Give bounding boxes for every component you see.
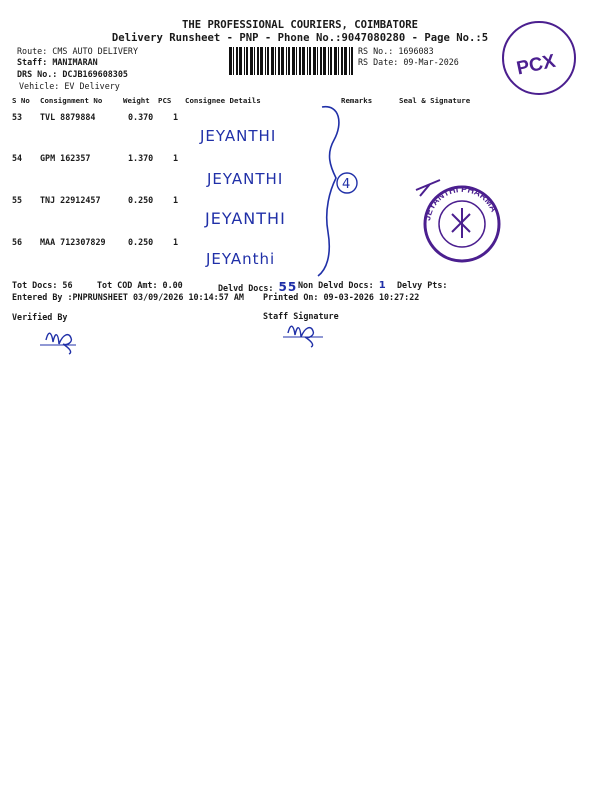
barcode-bar [351, 47, 353, 75]
row-sno: 56 [12, 237, 23, 247]
barcode-bar [344, 47, 347, 75]
delvd-docs-value: 55 [278, 280, 298, 294]
col-seal-signature: Seal & Signature [399, 96, 471, 105]
barcode-bar [257, 47, 259, 75]
pcx-stamp-text: PCX [514, 50, 558, 80]
drs-value: DCJB169608305 [62, 69, 128, 79]
row-sno: 55 [12, 195, 23, 205]
rs-date: RS Date: 09-Mar-2026 [358, 57, 459, 67]
col-pcs: PCS [158, 96, 172, 105]
barcode-bar [246, 47, 248, 75]
col-remarks: Remarks [341, 96, 373, 105]
barcode-bar [299, 47, 301, 75]
barcode-bar [323, 47, 326, 75]
col-consignee: Consignee Details [185, 96, 261, 105]
barcode-bar [313, 47, 316, 75]
barcode-bar [254, 47, 255, 75]
non-delvd-value: 1 [378, 280, 387, 291]
barcode-bar [330, 47, 332, 75]
row-pcs: 1 [173, 112, 179, 122]
row-consignment: TVL 8879884 [40, 112, 96, 122]
barcode-bar [233, 47, 234, 75]
barcode-bar [275, 47, 276, 75]
staff-signature-label: Staff Signature [263, 311, 339, 321]
printed-on: Printed On: 09-03-2026 10:27:22 [263, 292, 420, 302]
barcode-bar [260, 47, 263, 75]
row-pcs: 1 [173, 195, 179, 205]
col-weight: Weight [123, 96, 150, 105]
barcode-bar [267, 47, 269, 75]
barcode-bar [338, 47, 339, 75]
seal-emblem-icon [452, 208, 470, 238]
barcode [229, 47, 353, 75]
document-title: THE PROFESSIONAL COURIERS, COIMBATORE [182, 19, 418, 31]
barcode-bar [288, 47, 290, 75]
barcode-bar [320, 47, 322, 75]
row-consignment: TNJ 22912457 [40, 195, 101, 205]
barcode-bar [229, 47, 232, 75]
barcode-bar [281, 47, 284, 75]
barcode-bar [271, 47, 274, 75]
row-weight: 1.370 [128, 153, 154, 163]
drs-label: DRS No.: [17, 69, 58, 79]
barcode-bar [265, 47, 266, 75]
barcode-bar [328, 47, 329, 75]
barcode-bar [278, 47, 280, 75]
consignee-signature: JEYANTHI [200, 127, 277, 145]
delvy-pts: Delvy Pts: [397, 280, 448, 290]
consignee-signature: JEYANTHI [207, 170, 284, 188]
consignee-signature: JEYAnthi [206, 250, 276, 268]
row-pcs: 1 [173, 153, 179, 163]
row-weight: 0.370 [128, 112, 154, 122]
document-subtitle: Delivery Runsheet - PNP - Phone No.:9047080280 - Page No.:5 [111, 32, 489, 44]
rs-number: RS No.: 1696083 [358, 46, 434, 56]
seal-text: JEYANTHI PHARMA [422, 183, 500, 222]
row-weight: 0.250 [128, 237, 154, 247]
barcode-bar [292, 47, 295, 75]
brace-mark [318, 107, 339, 276]
verified-by-label: Verified By [12, 312, 68, 322]
tot-docs: Tot Docs: 56 [12, 280, 73, 290]
barcode-bar [309, 47, 311, 75]
barcode-bar [239, 47, 242, 75]
barcode-bar [334, 47, 337, 75]
barcode-bar [341, 47, 343, 75]
barcode-bar [286, 47, 287, 75]
col-sno: S No [12, 96, 30, 105]
row-pcs: 1 [173, 237, 179, 247]
staff-label: Staff: [17, 57, 48, 67]
barcode-bar [236, 47, 238, 75]
barcode-bar [317, 47, 318, 75]
vehicle-text: Vehicle: EV Delivery [19, 81, 120, 91]
route-text: Route: CMS AUTO DELIVERY [17, 46, 139, 56]
row-sno: 54 [12, 153, 23, 163]
non-delvd-docs [298, 280, 387, 291]
barcode-bar [250, 47, 253, 75]
staff-value: MANIMARAN [52, 57, 98, 67]
consignee-signature: JEYANTHI [205, 209, 286, 228]
row-sno: 53 [12, 112, 23, 122]
entered-by: Entered By :PNPRUNSHEET 03/09/2026 10:14:57 AM [12, 292, 244, 302]
pharma-seal [416, 180, 499, 261]
barcode-bar [349, 47, 350, 75]
delvd-docs-label: Delvd Docs: [218, 283, 274, 293]
non-delvd-label: Non Delvd Docs: [298, 280, 374, 290]
pcx-stamp [503, 22, 575, 94]
tot-cod-amt: Tot COD Amt: 0.00 [97, 280, 183, 290]
verified-signature [46, 333, 71, 354]
remark-count: 4 [342, 177, 351, 192]
barcode-bar [307, 47, 308, 75]
barcode-bar [244, 47, 245, 75]
row-consignment: GPM 162357 [40, 153, 91, 163]
barcode-bar [296, 47, 297, 75]
row-weight: 0.250 [128, 195, 154, 205]
col-consignment: Consignment No [40, 96, 103, 105]
barcode-bar [302, 47, 305, 75]
row-consignment: MAA 712307829 [40, 237, 106, 247]
